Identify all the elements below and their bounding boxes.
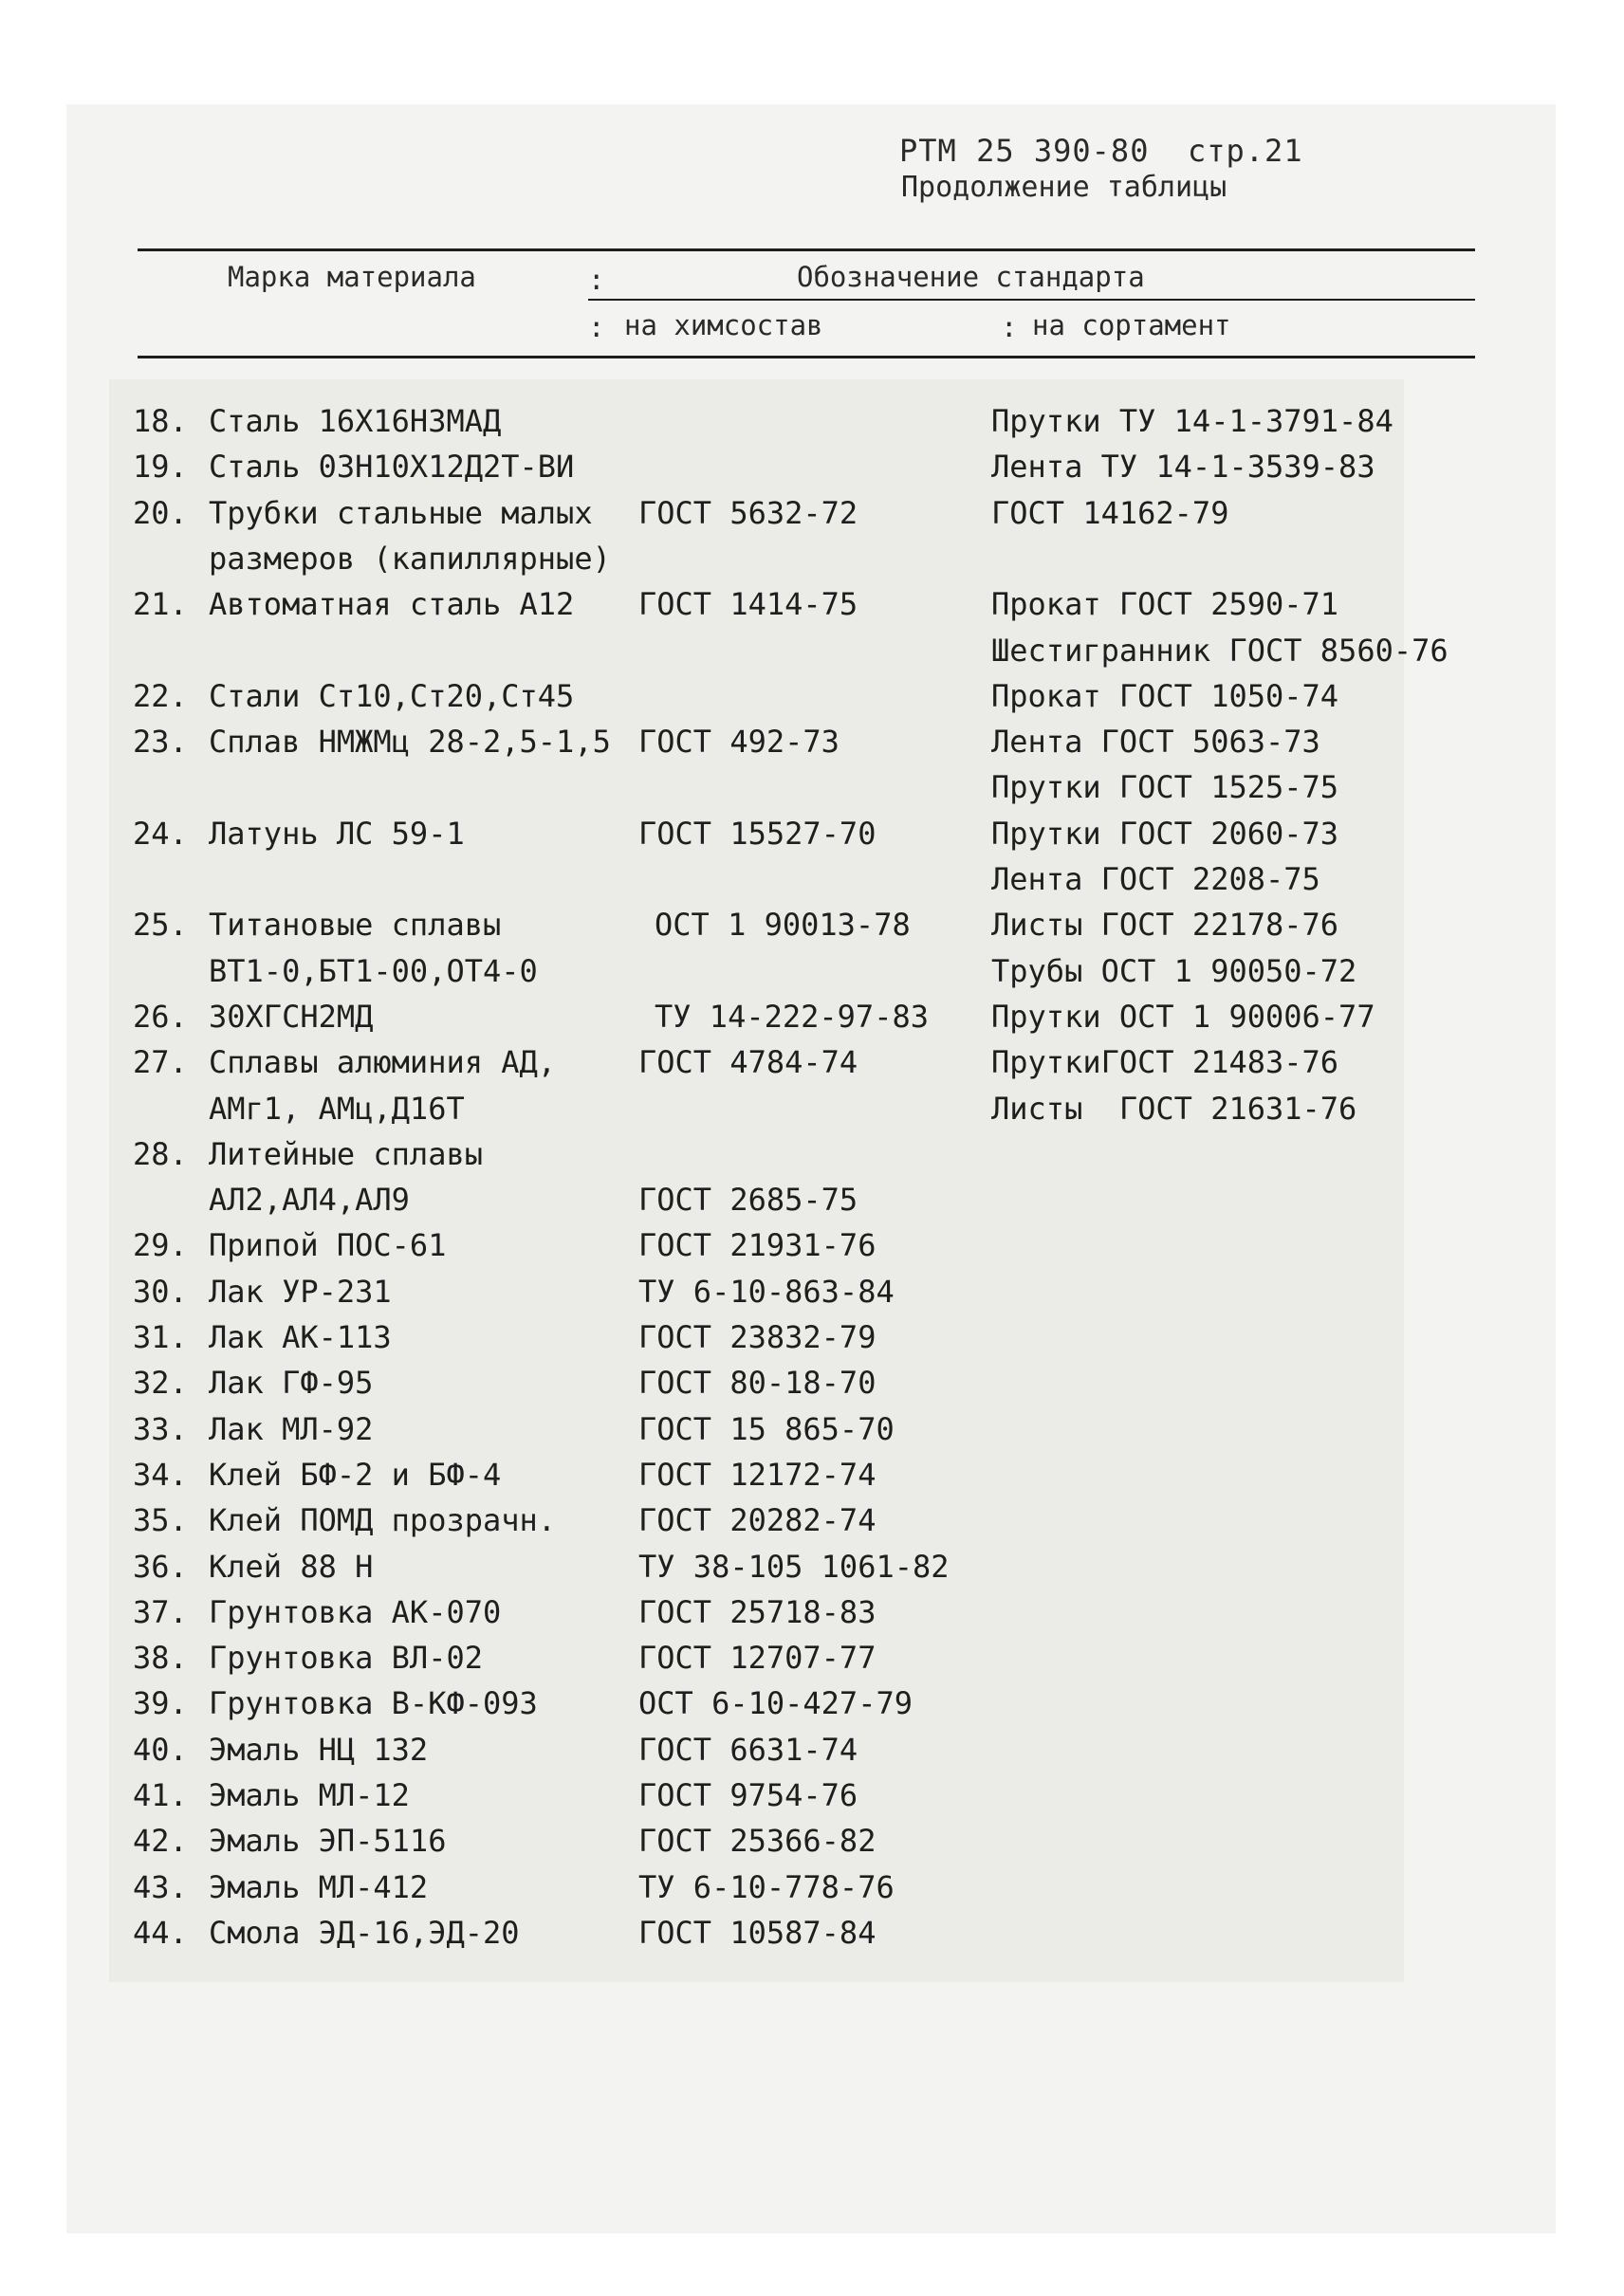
row-number: 39. (133, 1685, 188, 1722)
table-row (0, 1502, 1624, 1548)
row-number: 23. (133, 724, 188, 761)
table-row (0, 769, 1624, 815)
chem-standard: ГОСТ 4784-74 (638, 1044, 858, 1081)
table-row (0, 953, 1624, 999)
table-row (0, 999, 1624, 1044)
row-number: 34. (133, 1456, 188, 1493)
material-name: Грунтовка АК-070 (209, 1593, 502, 1630)
material-name: Титановые сплавы (209, 907, 502, 944)
row-number: 43. (133, 1868, 188, 1905)
chem-standard: ГОСТ 21931-76 (638, 1227, 877, 1264)
table-row (0, 1869, 1624, 1915)
chem-standard: ТУ 6-10-863-84 (638, 1273, 895, 1310)
row-number: 26. (133, 998, 188, 1035)
row-number: 44. (133, 1914, 188, 1951)
row-number: 40. (133, 1731, 188, 1768)
material-name: Эмаль ЭП-5116 (209, 1823, 447, 1860)
material-name: Автоматная сталь А12 (209, 586, 575, 623)
table-row (0, 633, 1624, 678)
material-name: Лак АК-113 (209, 1319, 392, 1355)
chem-standard: ТУ 14-222-97-83 (655, 998, 929, 1035)
assortment-standard: Прутки ОСТ 1 90006-77 (991, 998, 1375, 1035)
material-name: Сплавы алюминия АД, (209, 1044, 557, 1081)
table-row (0, 724, 1624, 769)
chem-standard: ГОСТ 6631-74 (638, 1731, 858, 1768)
material-name: Грунтовка В-КФ-093 (209, 1685, 538, 1722)
table-row (0, 816, 1624, 861)
table-row (0, 1365, 1624, 1410)
table-header-split-rule (588, 299, 1475, 301)
material-name: АМг1, АМц,Д16Т (209, 1090, 465, 1127)
material-name: Эмаль НЦ 132 (209, 1731, 429, 1768)
material-name: Клей БФ-2 и БФ-4 (209, 1456, 502, 1493)
column-separator: : (588, 311, 605, 343)
chem-standard: ГОСТ 80-18-70 (638, 1365, 877, 1402)
chem-standard: ГОСТ 10587-84 (638, 1914, 877, 1951)
chem-standard: ТУ 38-105 1061-82 (638, 1548, 950, 1585)
column-header-chem: на химсостав (624, 309, 823, 341)
assortment-standard: Трубы ОСТ 1 90050-72 (991, 952, 1357, 989)
assortment-standard: Лента ТУ 14-1-3539-83 (991, 449, 1375, 486)
table-row (0, 1640, 1624, 1685)
material-name: размеров (капиллярные) (209, 540, 611, 577)
material-name: Сплав НМЖМц 28-2,5-1,5 (209, 724, 611, 761)
row-number: 27. (133, 1044, 188, 1081)
material-name: ВТ1-0,БТ1-00,ОТ4-0 (209, 952, 538, 989)
table-row (0, 1915, 1624, 1960)
chem-standard: ОСТ 6-10-427-79 (638, 1685, 913, 1722)
material-name: Лак УР-231 (209, 1273, 392, 1310)
row-number: 28. (133, 1135, 188, 1172)
row-number: 24. (133, 815, 188, 852)
material-name: Латунь ЛС 59-1 (209, 815, 465, 852)
chem-standard: ГОСТ 20282-74 (638, 1502, 877, 1539)
material-name: 30ХГСН2МД (209, 998, 374, 1035)
table-row (0, 1457, 1624, 1502)
row-number: 18. (133, 403, 188, 439)
table-row (0, 678, 1624, 724)
table-row (0, 907, 1624, 952)
material-name: Эмаль МЛ-12 (209, 1777, 410, 1813)
row-number: 22. (133, 677, 188, 714)
chem-standard: ГОСТ 15 865-70 (638, 1410, 895, 1447)
chem-standard: ГОСТ 25366-82 (638, 1823, 877, 1860)
table-row (0, 541, 1624, 586)
material-name: АЛ2,АЛ4,АЛ9 (209, 1182, 410, 1219)
assortment-standard: Прокат ГОСТ 1050-74 (991, 677, 1339, 714)
table-row (0, 1227, 1624, 1273)
table-row (0, 1594, 1624, 1640)
table-row (0, 1319, 1624, 1365)
row-number: 31. (133, 1319, 188, 1355)
assortment-standard: Лента ГОСТ 5063-73 (991, 724, 1320, 761)
material-name: Стали Ст10,Ст20,Ст45 (209, 677, 575, 714)
assortment-standard: Прутки ГОСТ 1525-75 (991, 769, 1339, 806)
row-number: 19. (133, 449, 188, 486)
material-name: Трубки стальные малых (209, 494, 593, 531)
column-separator: : (1001, 311, 1018, 343)
table-top-rule (138, 248, 1475, 251)
assortment-standard: ПруткиГОСТ 21483-76 (991, 1044, 1339, 1081)
table-row (0, 586, 1624, 632)
row-number: 42. (133, 1823, 188, 1860)
row-number: 29. (133, 1227, 188, 1264)
table-row (0, 1823, 1624, 1868)
chem-standard: ГОСТ 23832-79 (638, 1319, 877, 1355)
column-header-standard: Обозначение стандарта (797, 261, 1145, 293)
row-number: 25. (133, 907, 188, 944)
material-name: Сталь 16Х16Н3МАД (209, 403, 502, 439)
assortment-standard: Листы ГОСТ 21631-76 (991, 1090, 1357, 1127)
row-number: 21. (133, 586, 188, 623)
chem-standard: ГОСТ 25718-83 (638, 1593, 877, 1630)
material-name: Литейные сплавы (209, 1135, 483, 1172)
column-header-material: Марка материала (228, 261, 476, 293)
chem-standard: ГОСТ 9754-76 (638, 1777, 858, 1813)
assortment-standard: Прутки ТУ 14-1-3791-84 (991, 403, 1393, 439)
assortment-standard: Листы ГОСТ 22178-76 (991, 907, 1339, 944)
table-continuation-note: Продолжение таблицы (901, 171, 1227, 204)
column-separator: : (588, 264, 605, 296)
material-name: Припой ПОС-61 (209, 1227, 447, 1264)
table-header-bottom-rule (138, 356, 1475, 358)
assortment-standard: Прутки ГОСТ 2060-73 (991, 815, 1339, 852)
row-number: 33. (133, 1410, 188, 1447)
material-name: Сталь 03Н10Х12Д2Т-ВИ (209, 449, 575, 486)
chem-standard: ГОСТ 12172-74 (638, 1456, 877, 1493)
table-row (0, 1549, 1624, 1594)
chem-standard: ГОСТ 492-73 (638, 724, 840, 761)
document-reference: РТМ 25 390-80 стр.21 (899, 133, 1303, 169)
table-row (0, 1182, 1624, 1227)
table-row (0, 449, 1624, 494)
table-row (0, 861, 1624, 907)
chem-standard: ТУ 6-10-778-76 (638, 1868, 895, 1905)
row-number: 32. (133, 1365, 188, 1402)
material-name: Лак МЛ-92 (209, 1410, 374, 1447)
material-name: Эмаль МЛ-412 (209, 1868, 429, 1905)
chem-standard: ГОСТ 2685-75 (638, 1182, 858, 1219)
assortment-standard: ГОСТ 14162-79 (991, 494, 1229, 531)
chem-standard: ГОСТ 1414-75 (638, 586, 858, 623)
row-number: 37. (133, 1593, 188, 1630)
table-row (0, 1685, 1624, 1731)
assortment-standard: Шестигранник ГОСТ 8560-76 (991, 632, 1449, 669)
material-name: Клей ПОМД прозрачн. (209, 1502, 557, 1539)
assortment-standard: Прокат ГОСТ 2590-71 (991, 586, 1339, 623)
chem-standard: ГОСТ 12707-77 (638, 1640, 877, 1677)
row-number: 36. (133, 1548, 188, 1585)
table-row (0, 1777, 1624, 1823)
table-row (0, 1411, 1624, 1457)
table-row (0, 1136, 1624, 1182)
material-name: Клей 88 Н (209, 1548, 374, 1585)
chem-standard: ГОСТ 5632-72 (638, 494, 858, 531)
row-number: 38. (133, 1640, 188, 1677)
table-row (0, 403, 1624, 449)
material-name: Грунтовка ВЛ-02 (209, 1640, 483, 1677)
column-header-assortment: на сортамент (1032, 309, 1231, 341)
row-number: 41. (133, 1777, 188, 1813)
table-row (0, 1274, 1624, 1319)
material-name: Смола ЭД-16,ЭД-20 (209, 1914, 520, 1951)
table-row (0, 495, 1624, 541)
chem-standard: ГОСТ 15527-70 (638, 815, 877, 852)
row-number: 35. (133, 1502, 188, 1539)
material-name: Лак ГФ-95 (209, 1365, 374, 1402)
table-row (0, 1044, 1624, 1090)
chem-standard: ОСТ 1 90013-78 (655, 907, 911, 944)
table-row (0, 1091, 1624, 1136)
assortment-standard: Лента ГОСТ 2208-75 (991, 861, 1320, 897)
table-row (0, 1732, 1624, 1777)
row-number: 20. (133, 494, 188, 531)
row-number: 30. (133, 1273, 188, 1310)
